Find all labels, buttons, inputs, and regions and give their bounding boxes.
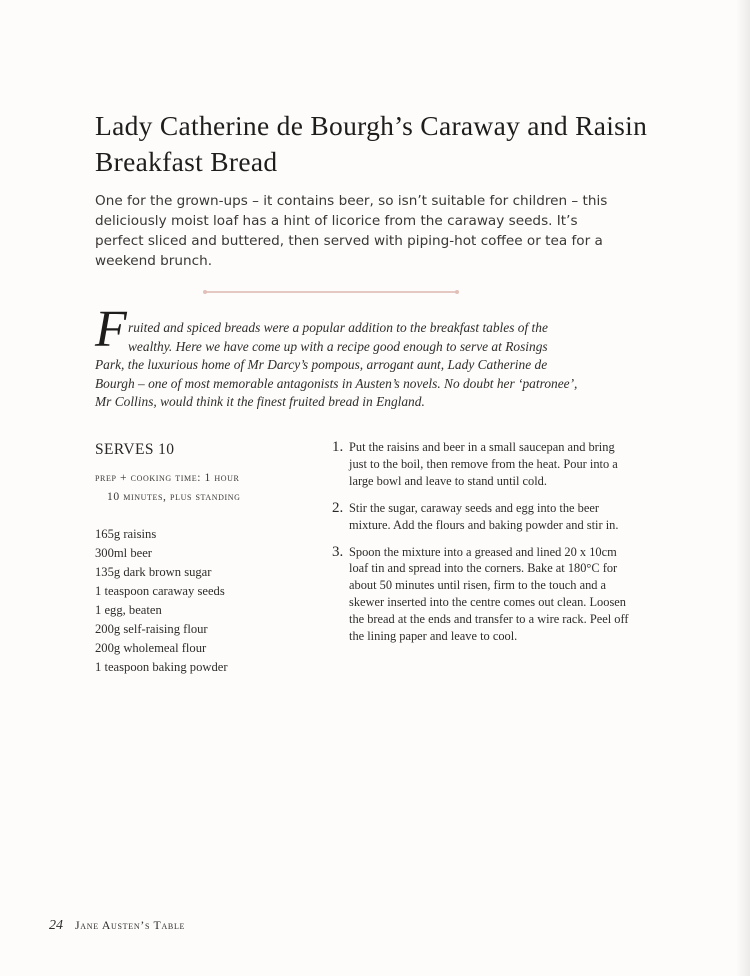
ingredient-item: 300ml beer: [95, 546, 153, 560]
step-number: 2.: [332, 499, 344, 516]
method-step: [332, 544, 632, 645]
page-number: 24: [49, 918, 63, 933]
ingredient-item: 1 egg, beaten: [95, 603, 162, 617]
drop-cap: F: [95, 301, 127, 358]
step-number: 3.: [332, 543, 344, 560]
ingredient-item: 135g dark brown sugar: [95, 565, 212, 579]
ingredient-list: [95, 525, 315, 677]
page-footer: [49, 916, 185, 934]
ingredient-item: 200g self-raising flour: [95, 622, 208, 636]
step-text: Stir the sugar, caraway seeds and egg into the beer mixture. Add the flours and baking powder and stir in.: [349, 500, 619, 532]
prep-time-line-2: 10 minutes, plus standing: [107, 490, 241, 503]
prep-time: [95, 468, 325, 506]
method-step: [332, 500, 632, 534]
historical-narrative: [95, 319, 585, 412]
ingredient-item: 200g wholemeal flour: [95, 641, 207, 655]
method-step: [332, 439, 632, 490]
prep-time-line-1: prep + cooking time: 1 hour: [95, 471, 240, 484]
step-text: Put the raisins and beer in a small saucepan and bring just to the boil, then remove from the heat. Pour into a large bowl and leave to stand until cold.: [349, 440, 618, 488]
ornamental-divider: [205, 291, 457, 293]
step-text: Spoon the mixture into a greased and lined 20 x 10cm loaf tin and spread into the corners. Bake at 180°C for about 50 minutes until risen, firm to the touch and a skewer inserted into the centre comes out clean. Loosen the bread at the ends and transfer to a wire rack. Peel off the lining paper and leave to cool.: [349, 544, 629, 644]
narrative-line-2: wealthy. Here we have come up with a recipe good enough to serve at Rosings: [128, 338, 548, 354]
recipe-intro: One for the grown-ups – it contains beer, so isn’t suitable for children – this deliciously moist loaf has a hint of licorice from the caraway seeds. It’s perfect sliced and buttered, then served with piping-hot coffee or tea for a weekend brunch.: [95, 193, 608, 269]
narrative-line-1: ruited and spiced breads were a popular addition to the breakfast tables of the: [128, 320, 548, 335]
method-steps: [332, 439, 632, 655]
page-gutter-shadow: [736, 0, 750, 976]
ingredient-item: 1 teaspoon baking powder: [95, 660, 228, 674]
serves-heading: SERVES 10: [95, 441, 175, 458]
recipe-title: Lady Catherine de Bourgh’s Caraway and Raisin Breakfast Bread: [95, 110, 648, 177]
ingredient-item: 1 teaspoon caraway seeds: [95, 584, 225, 598]
book-title: Jane Austen’s Table: [75, 918, 186, 932]
ingredient-item: 165g raisins: [95, 527, 157, 541]
narrative-rest: Park, the luxurious home of Mr Darcy’s pompous, arrogant aunt, Lady Catherine de Bourgh – one of most memorable antagonists in Austen’s novels. No doubt her ‘patronee’, Mr Collins, would think it the finest fruited bread in England.: [95, 357, 578, 409]
step-number: 1.: [332, 439, 344, 455]
